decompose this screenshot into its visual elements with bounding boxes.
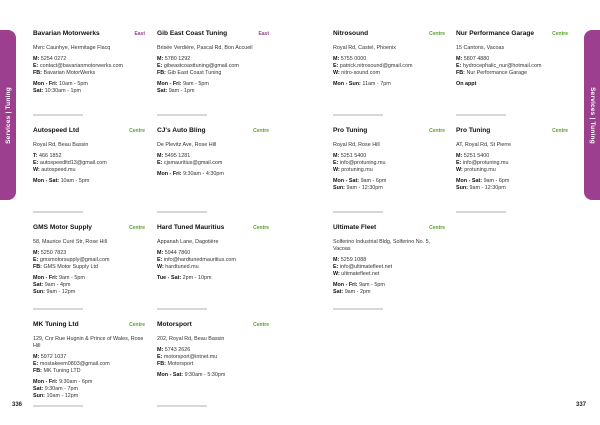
- listing-header: [333, 30, 445, 39]
- opening-hours: [33, 386, 145, 393]
- hours-time: 9am - 1pm: [168, 88, 195, 94]
- contact-line: [456, 153, 568, 160]
- business-name: Nitrosound: [333, 30, 369, 37]
- divider: [333, 308, 383, 310]
- contact-value: Gib East Coast Tuning: [167, 70, 222, 76]
- hours-days: Sun:: [33, 393, 45, 399]
- contact-value: 5755 0000: [340, 56, 367, 62]
- contact-line: [33, 250, 145, 257]
- hours-days: Sun:: [333, 185, 345, 191]
- hours-time: 10am - 5pm: [59, 81, 88, 87]
- contact-line: [33, 167, 145, 174]
- contact-value: 5250 7823: [40, 250, 67, 256]
- contact-key: T:: [33, 153, 38, 159]
- contact-line: [333, 271, 445, 278]
- region-label: Centre: [552, 31, 568, 37]
- contact-key: FB:: [33, 70, 42, 76]
- contact-value: protuning.mu: [341, 167, 373, 173]
- contact-line: [33, 153, 145, 160]
- region-label: East: [134, 31, 145, 37]
- contact-line: [333, 153, 445, 160]
- contact-key: FB:: [33, 264, 42, 270]
- listing-header: [33, 30, 145, 39]
- hours-days: Mon - Fri:: [33, 275, 58, 281]
- hours-days: Mon - Fri:: [157, 81, 182, 87]
- region-label: Centre: [429, 31, 445, 37]
- hours-days: Tue - Sat:: [157, 275, 182, 281]
- contact-line: [157, 354, 269, 361]
- hours-days: Sat:: [333, 289, 344, 295]
- listing-header: [33, 224, 145, 233]
- hours-time: 9am - 6pm: [360, 178, 387, 184]
- listing-card: [333, 127, 445, 192]
- listing-card: [157, 321, 269, 379]
- contact-key: M:: [33, 56, 40, 62]
- contact-line: [157, 347, 269, 354]
- hours-time: 9am - 5pm: [59, 275, 85, 281]
- contact-value: hardtuned.mu: [165, 264, 199, 270]
- contact-key: E:: [157, 354, 163, 360]
- contact-key: W:: [456, 167, 463, 173]
- page-number-left: 336: [12, 402, 23, 408]
- contact-line: [456, 63, 568, 70]
- hours-days: Mon - Sun:: [333, 81, 361, 87]
- hours-days: Mon - Sat:: [456, 178, 483, 184]
- listing-header: [157, 224, 269, 233]
- business-name: Pro Tuning: [456, 127, 491, 134]
- divider: [33, 211, 83, 213]
- opening-hours: [33, 289, 145, 296]
- contact-line: [33, 264, 145, 271]
- business-address: De Plevitz Ave, Rose Hill: [157, 142, 217, 148]
- contact-value: Bavarian MotorWerks: [43, 70, 96, 76]
- contact-line: [333, 56, 445, 63]
- hours-time: 9am - 5pm: [359, 282, 385, 288]
- contact-key: M:: [157, 347, 164, 353]
- hours-time: 9:30am - 6pm: [59, 379, 93, 385]
- hours-days: Sun:: [456, 185, 468, 191]
- contact-key: E:: [33, 361, 39, 367]
- business-name: Gib East Coast Tuning: [157, 30, 228, 37]
- contact-line: [456, 167, 568, 174]
- contact-line: [33, 257, 145, 264]
- contact-line: [157, 153, 269, 160]
- contact-line: [157, 70, 269, 77]
- listing-card: [33, 127, 145, 185]
- contact-line: [333, 167, 445, 174]
- contact-value: 5972 1037: [40, 354, 67, 360]
- divider: [157, 405, 207, 407]
- business-address: Royal Rd, Castel, Phoenix: [333, 45, 396, 51]
- hours-time: 9am - 12:30pm: [346, 185, 383, 191]
- listing-header: [33, 321, 145, 330]
- contact-line: [333, 264, 445, 271]
- hours-days: Sat:: [33, 88, 44, 94]
- listing-card: [157, 127, 269, 178]
- business-address: Royal Rd, Rose Hill: [333, 142, 380, 148]
- contact-line: [33, 56, 145, 63]
- region-label: Centre: [429, 225, 445, 231]
- opening-hours: [157, 88, 269, 95]
- contact-key: W:: [333, 167, 340, 173]
- listing-header: [333, 224, 445, 233]
- section-tab-right: [584, 30, 600, 200]
- contact-value: Nur Performance Garage: [466, 70, 528, 76]
- contact-value: 5743 2626: [164, 347, 191, 353]
- contact-value: 5254 0272: [40, 56, 67, 62]
- contact-key: W:: [157, 264, 164, 270]
- contact-key: E:: [33, 160, 39, 166]
- divider: [157, 308, 207, 310]
- hours-time: 10am - 5pm: [60, 178, 90, 184]
- contact-value: info@protuning.mu: [462, 160, 509, 166]
- contact-value: 5251 5400: [463, 153, 490, 159]
- contact-line: [456, 70, 568, 77]
- hours-days: Sat:: [33, 386, 44, 392]
- divider: [456, 114, 506, 116]
- contact-key: M:: [157, 153, 164, 159]
- listing-card: [157, 30, 269, 95]
- contact-value: Motorsport: [167, 361, 194, 367]
- contact-key: M:: [157, 56, 164, 62]
- hours-days: Sat:: [33, 282, 44, 288]
- business-name: Autospeed Ltd: [33, 127, 80, 134]
- contact-line: [33, 70, 145, 77]
- region-label: East: [258, 31, 269, 37]
- divider: [456, 211, 506, 213]
- contact-key: E:: [157, 160, 163, 166]
- hours-time: 10:30am - 1pm: [44, 88, 81, 94]
- business-address: Royal Rd, Beau Bassin: [33, 142, 89, 148]
- contact-line: [157, 250, 269, 257]
- business-address: 129, Cnr Rue Hugnin & Prince of Wales, Rose Hill: [33, 336, 144, 349]
- contact-value: ultimatefleet.net: [341, 271, 380, 277]
- opening-hours: [33, 393, 145, 400]
- contact-line: [33, 368, 145, 375]
- contact-value: 5251 5400: [340, 153, 367, 159]
- divider: [33, 308, 83, 310]
- business-address: 15 Cantons, Vacoas: [456, 45, 505, 51]
- opening-hours: [333, 178, 445, 185]
- hours-days: On appt: [456, 81, 477, 87]
- section-tab-label: Services | Tuning: [588, 86, 596, 144]
- business-address: AT, Royal Rd, St Pierre: [456, 142, 512, 148]
- contact-value: contact@bavarianmotorwerks.com: [39, 63, 123, 69]
- opening-hours: [456, 178, 568, 185]
- contact-value: nitro-sound.com: [341, 70, 380, 76]
- region-label: Centre: [129, 322, 145, 328]
- listing-card: [456, 127, 568, 192]
- opening-hours: [33, 178, 145, 185]
- listing-card: [333, 224, 445, 296]
- listing-card: [157, 224, 269, 282]
- hours-days: Mon - Fri:: [333, 282, 358, 288]
- listing-card: [33, 321, 145, 400]
- contact-key: FB:: [33, 368, 42, 374]
- business-name: Hard Tuned Mauritius: [157, 224, 225, 231]
- hours-time: 2pm - 10pm: [182, 275, 212, 281]
- contact-line: [33, 63, 145, 70]
- opening-hours: [157, 372, 269, 379]
- region-label: Centre: [253, 322, 269, 328]
- contact-key: W:: [333, 70, 340, 76]
- hours-time: 9:30am - 5:30pm: [184, 372, 226, 378]
- hours-time: 9am - 12:30pm: [469, 185, 506, 191]
- contact-key: FB:: [456, 70, 465, 76]
- divider: [33, 114, 83, 116]
- contact-line: [157, 264, 269, 271]
- listing-header: [157, 127, 269, 136]
- hours-time: 9:30am - 7pm: [44, 386, 78, 392]
- section-tab-left: [0, 30, 16, 200]
- contact-key: M:: [33, 354, 40, 360]
- hours-time: 9am - 12pm: [46, 289, 76, 295]
- contact-value: protuning.mu: [464, 167, 496, 173]
- hours-days: Sat:: [157, 88, 168, 94]
- listing-header: [456, 30, 568, 39]
- business-name: GMS Motor Supply: [33, 224, 92, 231]
- listing-header: [333, 127, 445, 136]
- listing-card: [333, 30, 445, 88]
- hours-time: 10am - 12pm: [46, 393, 79, 399]
- contact-line: [333, 160, 445, 167]
- contact-line: [157, 56, 269, 63]
- opening-hours: [33, 275, 145, 282]
- contact-key: FB:: [157, 361, 166, 367]
- business-name: Pro Tuning: [333, 127, 368, 134]
- hours-days: Sun:: [33, 289, 45, 295]
- contact-value: autospeed.mu: [41, 167, 76, 173]
- hours-time: 9am - 5pm: [183, 81, 209, 87]
- hours-time: 9am - 2pm: [344, 289, 371, 295]
- business-name: Bavarian Motorwerks: [33, 30, 100, 37]
- listing-header: [157, 321, 269, 330]
- contact-value: cjsmauritius@gmail.com: [163, 160, 223, 166]
- opening-hours: [33, 88, 145, 95]
- business-name: CJ's Auto Bling: [157, 127, 206, 134]
- opening-hours: [333, 289, 445, 296]
- business-address: Brisée Verdière, Pascal Rd, Bon Accueil: [157, 45, 253, 51]
- contact-line: [157, 361, 269, 368]
- contact-key: E:: [456, 63, 462, 69]
- listing-header: [157, 30, 269, 39]
- contact-value: info@protuning.mu: [339, 160, 386, 166]
- contact-line: [157, 160, 269, 167]
- contact-value: 5780 1292: [164, 56, 191, 62]
- contact-value: info@hardtunedmauritius.com: [163, 257, 236, 263]
- listing-card: [33, 224, 145, 296]
- hours-days: Mon - Sat:: [333, 178, 360, 184]
- contact-value: 5807 4880: [463, 56, 490, 62]
- contact-line: [33, 361, 145, 368]
- hours-time: 11am - 7pm: [362, 81, 391, 87]
- divider: [333, 114, 383, 116]
- contact-key: W:: [33, 167, 40, 173]
- contact-key: M:: [333, 153, 340, 159]
- section-tab-label: Services | Tuning: [4, 86, 12, 144]
- listing-card: [456, 30, 568, 88]
- region-label: Centre: [129, 128, 145, 134]
- opening-hours: [456, 81, 568, 88]
- contact-value: motorsport@intnet.mu: [163, 354, 218, 360]
- contact-key: M:: [456, 153, 463, 159]
- region-label: Centre: [552, 128, 568, 134]
- contact-line: [333, 257, 445, 264]
- business-name: Nur Performance Garage: [456, 30, 535, 37]
- contact-value: GMS Motor Supply Ltd: [43, 264, 99, 270]
- business-address: Appanah Lane, Dagotière: [157, 239, 219, 245]
- hours-time: 9am - 4pm: [44, 282, 71, 288]
- contact-key: M:: [33, 250, 40, 256]
- contact-value: 5259 1088: [340, 257, 367, 263]
- business-address: 58, Maurice Curé Str, Rose Hill: [33, 239, 107, 245]
- listing-header: [456, 127, 568, 136]
- opening-hours: [33, 379, 145, 386]
- contact-key: E:: [333, 264, 339, 270]
- region-label: Centre: [253, 225, 269, 231]
- business-name: MK Tuning Ltd: [33, 321, 79, 328]
- contact-key: E:: [333, 63, 339, 69]
- opening-hours: [333, 185, 445, 192]
- contact-key: M:: [333, 56, 340, 62]
- contact-line: [157, 257, 269, 264]
- contact-line: [33, 354, 145, 361]
- contact-key: M:: [456, 56, 463, 62]
- business-address: 202, Royal Rd, Beau Bassin: [157, 336, 225, 342]
- contact-key: E:: [33, 257, 39, 263]
- contact-value: info@ultimatefleet.net: [339, 264, 393, 270]
- opening-hours: [333, 81, 445, 88]
- contact-line: [456, 160, 568, 167]
- opening-hours: [157, 275, 269, 282]
- hours-days: Mon - Fri:: [33, 379, 58, 385]
- hours-days: Mon - Sat:: [157, 372, 184, 378]
- contact-key: M:: [333, 257, 340, 263]
- divider: [33, 405, 83, 407]
- business-name: Motorsport: [157, 321, 192, 328]
- business-name: Ultimate Fleet: [333, 224, 377, 231]
- region-label: Centre: [429, 128, 445, 134]
- contact-line: [33, 160, 145, 167]
- contact-value: 5495 1281: [164, 153, 191, 159]
- contact-value: 5944 7860: [164, 250, 191, 256]
- contact-key: E:: [33, 63, 39, 69]
- region-label: Centre: [253, 128, 269, 134]
- page-number-right: 337: [576, 402, 587, 408]
- contact-value: MK Tuning LTD: [43, 368, 81, 374]
- contact-key: M:: [157, 250, 164, 256]
- contact-key: E:: [157, 257, 163, 263]
- contact-key: E:: [456, 160, 462, 166]
- opening-hours: [157, 81, 269, 88]
- contact-line: [456, 56, 568, 63]
- contact-value: patrick.nitrosound@gmail.com: [339, 63, 413, 69]
- hours-days: Mon - Fri:: [33, 81, 58, 87]
- contact-key: E:: [157, 63, 163, 69]
- contact-line: [333, 63, 445, 70]
- listing-card: [33, 30, 145, 95]
- hours-days: Mon - Sat:: [33, 178, 60, 184]
- contact-key: W:: [333, 271, 340, 277]
- opening-hours: [33, 81, 145, 88]
- hours-time: 9:30am - 4:30pm: [183, 171, 224, 177]
- divider: [157, 211, 207, 213]
- business-address: Mvrc Caunhye, Hermitage Flacq: [33, 45, 111, 51]
- contact-key: FB:: [157, 70, 166, 76]
- hours-days: Mon - Fri:: [157, 171, 182, 177]
- divider: [157, 114, 207, 116]
- contact-line: [157, 63, 269, 70]
- contact-value: gibeastcoasttuning@gmail.com: [163, 63, 239, 69]
- contact-key: E:: [333, 160, 339, 166]
- contact-value: mostakeem0803@gmail.com: [39, 361, 110, 367]
- divider: [333, 211, 383, 213]
- contact-value: 466 1852: [39, 153, 62, 159]
- contact-value: gmsmotorsupply@gmail.com: [39, 257, 110, 263]
- opening-hours: [157, 171, 269, 178]
- contact-value: autospeedltd13@gmail.com: [39, 160, 107, 166]
- business-address: Solferino Industrial Bldg, Solferino No. 5, Vacoas: [333, 239, 431, 252]
- contact-line: [333, 70, 445, 77]
- listing-header: [33, 127, 145, 136]
- opening-hours: [333, 282, 445, 289]
- hours-time: 9am - 6pm: [483, 178, 510, 184]
- contact-value: hydrocephalic_nur@hotmail.com: [462, 63, 542, 69]
- opening-hours: [456, 185, 568, 192]
- opening-hours: [33, 282, 145, 289]
- region-label: Centre: [129, 225, 145, 231]
